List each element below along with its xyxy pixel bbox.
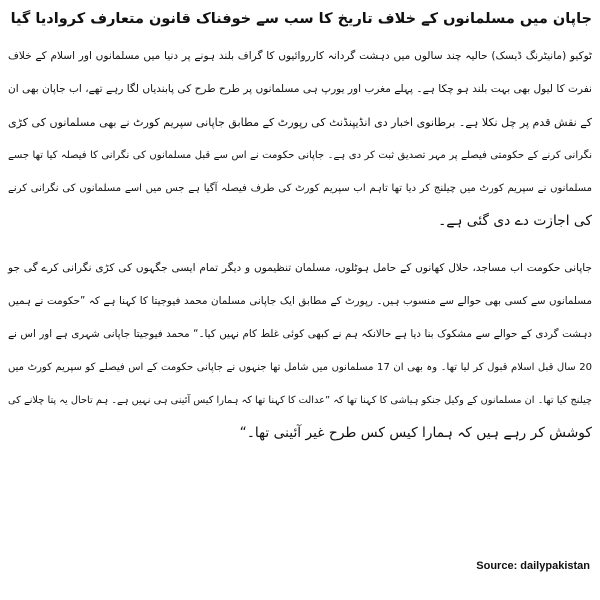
paragraph-line: چیلنج کیا تھا۔ ان مسلمانوں کے وکیل جنکو ہیاشی کا کہنا تھا کہ ”عدالت کا کہنا تھا کہ ہمارا کیس آئینی ہی نہیں ہے۔ ہم تاحال یہ پتا چلانے کی: [8, 395, 592, 406]
article-headline: جاپان میں مسلمانوں کے خلاف تاریخ کا سب سے خوفناک قانون متعارف کروادیا گیا: [10, 11, 592, 27]
article-paragraph-1: [8, 40, 592, 238]
source-credit: Source: dailypakistan: [476, 560, 590, 572]
paragraph-line: مسلمانوں نے سپریم کورٹ میں چیلنج کر دیا تھا تاہم اب سپریم کورٹ کی طرف فیصلہ آگیا ہے جس میں اسے مسلمانوں کی نگرانی کرنے: [8, 183, 592, 194]
paragraph-line: جاپانی حکومت اب مساجد، حلال کھانوں کے حامل ہوٹلوں، مسلمان تنظیموں و دیگر تمام ایسی جگہوں کی کڑی نگرانی کرے گی جو: [8, 262, 592, 274]
article-paragraph-2: [8, 252, 592, 450]
paragraph-line: ٹوکیو (مانیٹرنگ ڈیسک) حالیہ چند سالوں میں دہشت گردانہ کارروائیوں کا گراف بلند ہونے پر دنیا میں مسلمانوں اور اسلام کے خلاف: [8, 50, 592, 62]
paragraph-line: کوشش کر رہے ہیں کہ ہمارا کیس کس طرح غیر آئینی تھا۔“: [239, 425, 592, 441]
paragraph-line: کی اجازت دے دی گئی ہے۔: [438, 213, 592, 229]
paragraph-line: کے نقش قدم پر چل نکلا ہے۔ برطانوی اخبار دی انڈیپنڈنٹ کی رپورٹ کے مطابق جاپانی سپریم کورٹ نے بھی مسلمانوں کی کڑی: [8, 116, 592, 129]
paragraph-line: دہشت گردی کے حوالے سے مشکوک بنا دیا ہے حالانکہ ہم نے کبھی کوئی غلط کام نہیں کیا۔“ محمد فیوجیتا جاپانی شہری ہے اور اس نے: [8, 328, 592, 340]
paragraph-line: 20 سال قبل اسلام قبول کر لیا تھا۔ وہ بھی ان 17 مسلمانوں میں شامل تھا جنہوں نے جاپانی حکومت کے اس فیصلے کو سپریم کورٹ میں: [8, 362, 593, 373]
paragraph-line: نفرت کا لیول بھی بہت بلند ہو چکا ہے۔ پہلے مغرب اور یورپ ہی مسلمانوں پر طرح طرح کی پابندیاں لگا رہے تھے، اب جاپان بھی ان: [8, 83, 592, 95]
article: [8, 6, 592, 450]
paragraph-line: نگرانی کرنے کے حکومتی فیصلے پر مہر تصدیق ثبت کر دی ہے۔ جاپانی حکومت نے اس سے قبل مسلمانوں کی نگرانی کا فیصلہ کیا تھا جسے: [8, 150, 592, 161]
paragraph-line: مسلمانوں سے کسی بھی حوالے سے منسوب ہیں۔ رپورٹ کے مطابق ایک جاپانی مسلمان محمد فیوجیتا کا کہنا ہے کہ ”حکومت نے ہمیں: [8, 295, 592, 307]
